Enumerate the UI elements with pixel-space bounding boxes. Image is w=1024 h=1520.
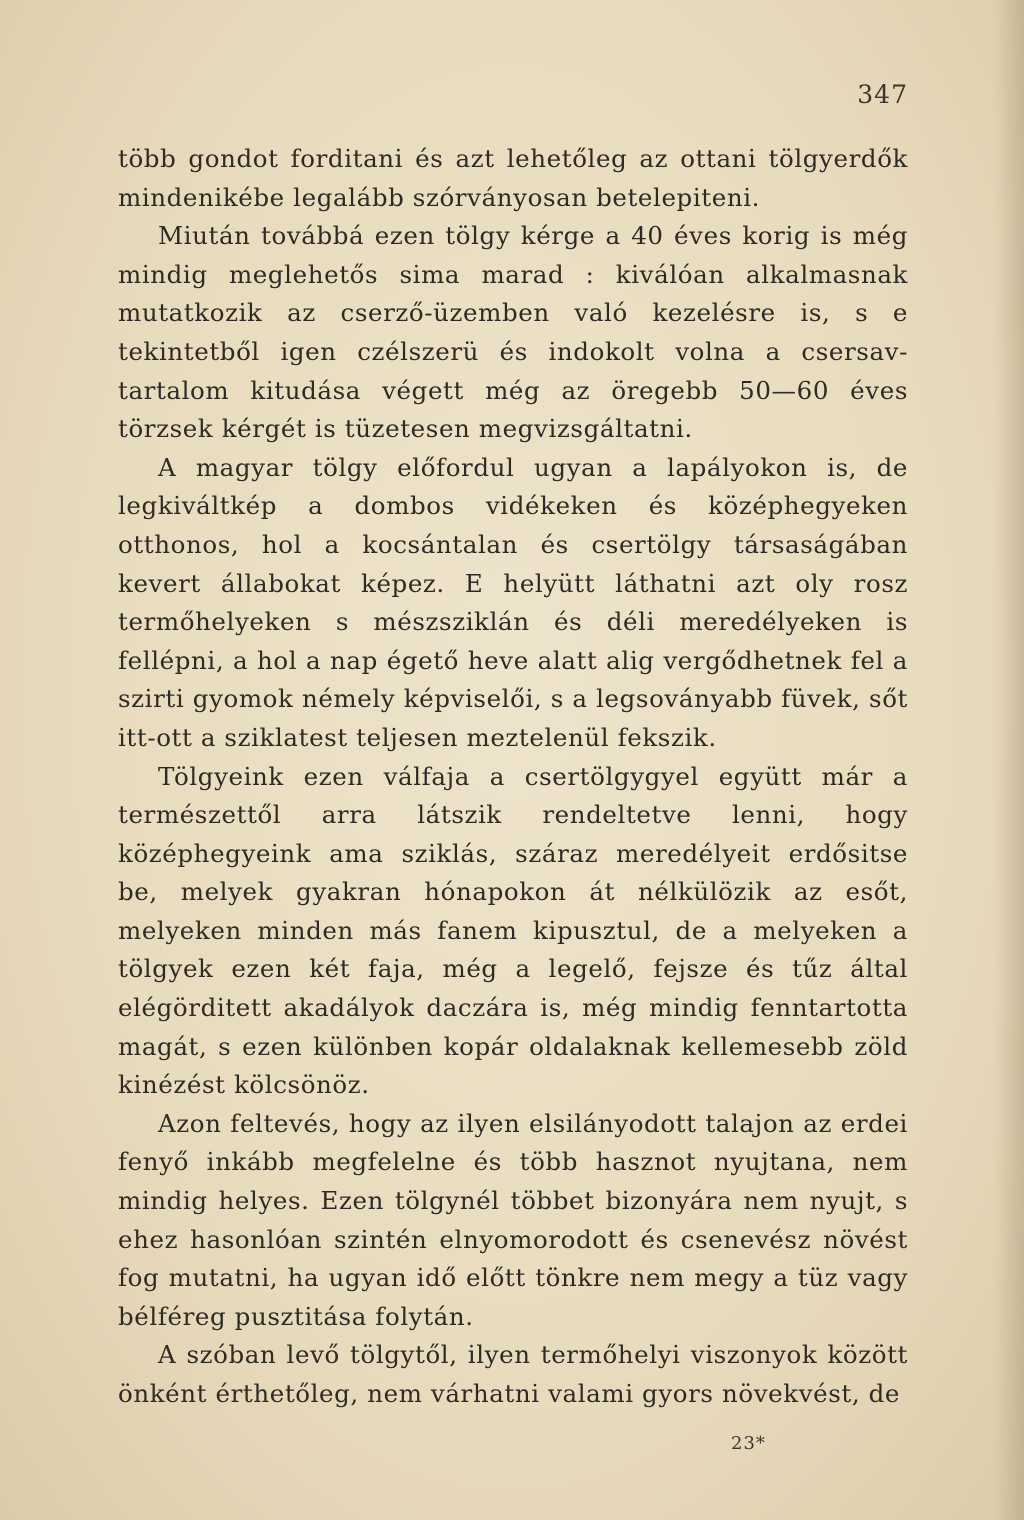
paragraph: A szóban levő tölgytől, ilyen termőhelyi viszonyok között önként érthetőleg, nem várhatni valami gyors növekvést, de — [118, 1340, 908, 1408]
paragraph: Tölgyeink ezen válfaja a csertölgygyel együtt már a természettől arra látszik rendeltetve lenni, hogy középhegyeink ama sziklás, száraz meredélyeit erdősitse be, melyek gyakran hónapokon át nélkülözik az esőt, melyeken minden más fanem kipusztul, de a melyeken a tölgyek ezen két faja, még a legelő, fejsze és tűz által elégörditett akadályok daczára is, még mindig fenntartotta magát, s ezen különben kopár oldalaknak kellemesebb zöld kinézést kölcsönöz. — [118, 761, 908, 1100]
paragraph: Miután továbbá ezen tölgy kérge a 40 éves korig is még mindig meglehetős sima marad : kiválóan alkalmasnak mutatkozik az cserző-üzemben való kezelésre is, s e tekintetből igen czélszerü és indokolt volna a csersav-tartalom kitudása végett még az öregebb 50—60 éves törzsek kérgét is tüzetesen megvizsgáltatni. — [118, 221, 908, 444]
paragraph: Azon feltevés, hogy az ilyen elsilányodott talajon az erdei fenyő inkább megfelelne és több hasznot nyujtana, nem mindig helyes. Ezen tölgynél többet bizonyára nem nyujt, s ehez hasonlóan szintén elnyomorodott és csenevész növést fog mutatni, ha ugyan idő előtt tönkre nem megy a tüz vagy bélféreg pusztitása folytán. — [118, 1108, 908, 1331]
page-edge-shadow — [994, 0, 1024, 1520]
body-text — [118, 140, 908, 1414]
signature-mark: 23* — [731, 1433, 766, 1454]
paragraph-continuation: több gondot forditani és azt lehetőleg az ottani tölgyerdők mindenikébe legalább szórványosan betelepiteni. — [118, 144, 908, 212]
page-number: 347 — [857, 80, 908, 109]
paragraph: A magyar tölgy előfordul ugyan a lapályokon is, de legkiváltkép a dombos vidékeken és középhegyeken otthonos, hol a kocsántalan és csertölgy társaságában kevert állabokat képez. E helyütt láthatni azt oly rosz termőhelyeken s mészsziklán és déli meredélyeken is fellépni, a hol a nap égető heve alatt alig vergődhetnek fel a szirti gyomok némely képviselői, s a legsoványabb füvek, sőt itt-ott a sziklatest teljesen meztelenül fekszik. — [118, 452, 908, 752]
